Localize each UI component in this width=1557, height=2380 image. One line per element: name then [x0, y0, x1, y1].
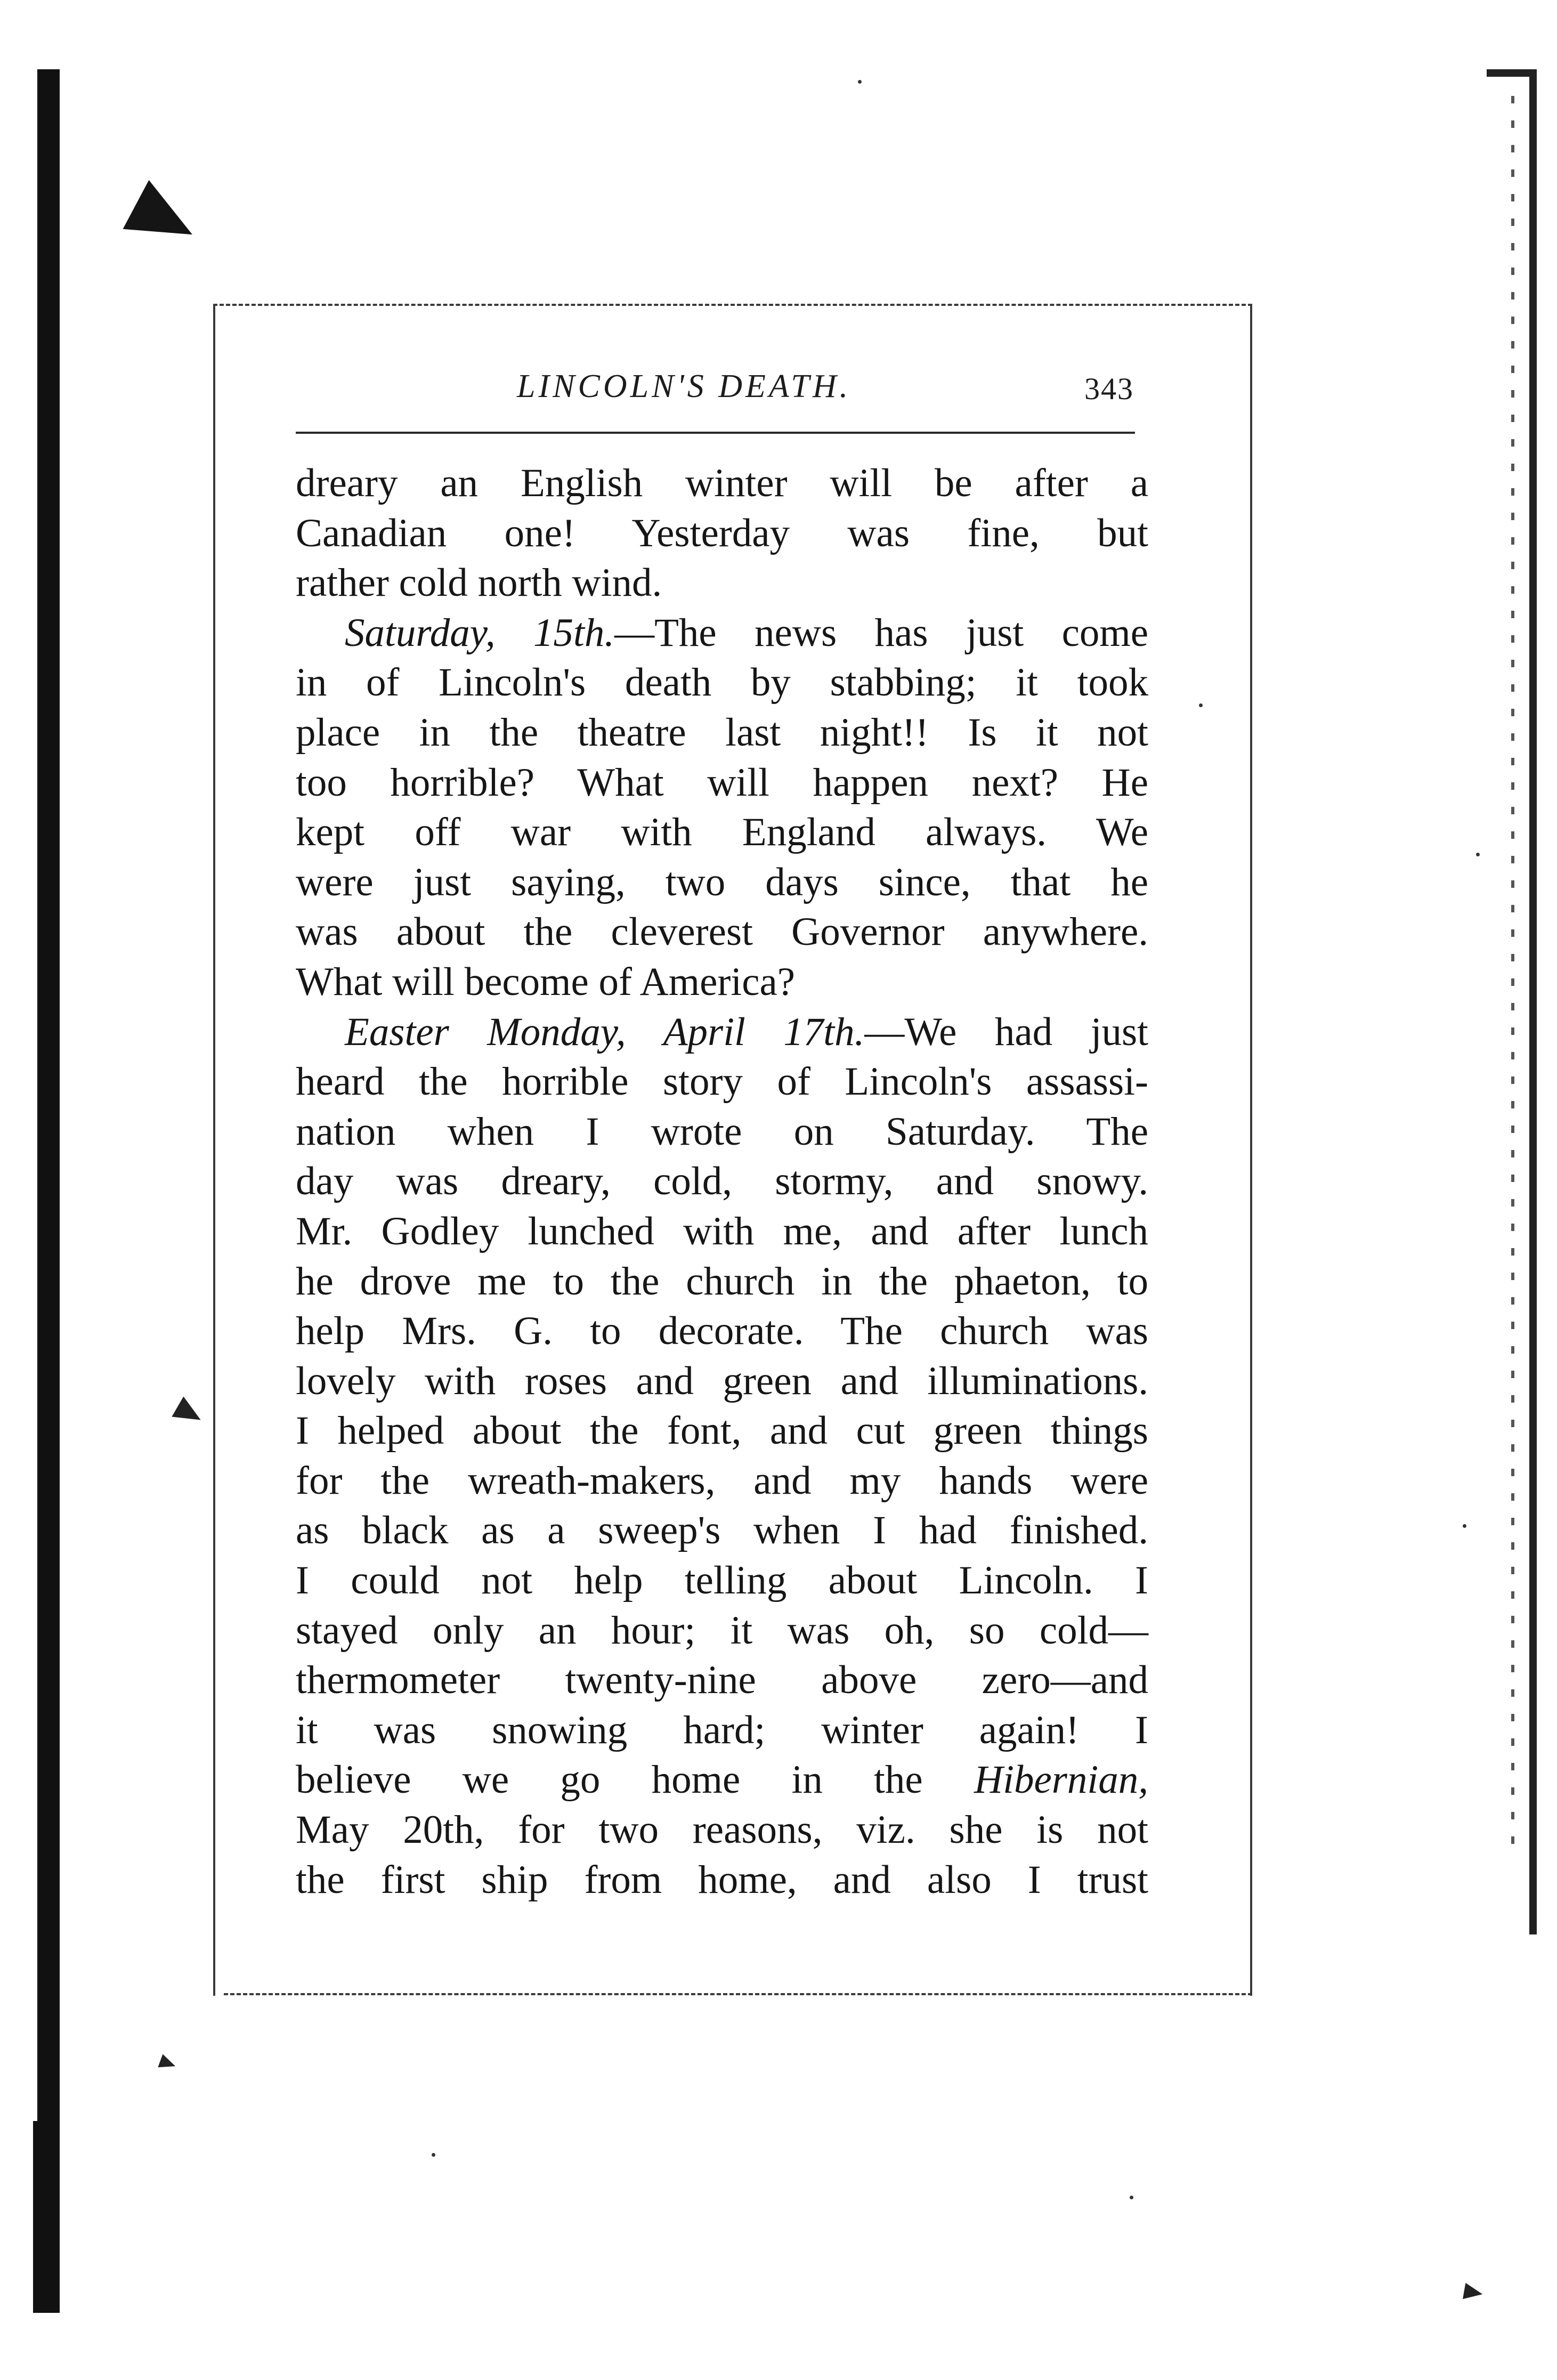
text-line: [296, 1207, 1148, 1257]
line-text: too horrible? What will happen next? He: [296, 760, 1148, 805]
line-text: rather cold north wind.: [296, 561, 662, 605]
line-text: were just saying, two days since, that he: [296, 860, 1148, 904]
entry-date: Easter Monday, April 17th.: [345, 1009, 865, 1054]
text-line: [296, 708, 1148, 758]
text-line: [296, 1356, 1148, 1406]
text-line: [296, 1456, 1148, 1506]
line-text: help Mrs. G. to decorate. The church was: [296, 1309, 1148, 1354]
line-text: What will become of America?: [296, 959, 796, 1004]
line-text: lovely with roses and green and illuminations.: [296, 1358, 1148, 1403]
line-text: heard the horrible story of Lincoln's assassi-: [296, 1059, 1148, 1104]
line-text: Mr. Godley lunched with me, and after lunch: [296, 1209, 1148, 1253]
scan-edge-right: [1529, 69, 1537, 1934]
scan-speck: [1476, 853, 1480, 856]
line-text: was about the cleverest Governor anywhere.: [296, 910, 1148, 954]
line-text: he drove me to the church in the phaeton, to: [296, 1259, 1148, 1304]
text-line: [296, 608, 1148, 658]
line-text: believe we go home in the: [296, 1758, 923, 1802]
line-text: —The news has just come: [614, 610, 1148, 655]
line-text: day was dreary, cold, stormy, and snowy.: [296, 1159, 1148, 1204]
line-text: place in the theatre last night!! Is it not: [296, 710, 1148, 755]
text-line: [296, 558, 1148, 608]
scan-edge-left-lower: [33, 2121, 60, 2313]
scan-speck: [1199, 703, 1203, 707]
text-line: [296, 508, 1148, 558]
entry-date: Saturday, 15th.: [345, 610, 615, 655]
line-text: it was snowing hard; winter again! I: [296, 1707, 1148, 1752]
page-frame-bottom: [224, 1993, 1252, 1995]
page-frame-left: [213, 304, 215, 1996]
page-frame-top: [213, 304, 1252, 306]
scan-edge-right-dots: [1511, 96, 1514, 1855]
scan-tick-mark: [172, 1396, 206, 1430]
scan-speck: [432, 2153, 435, 2157]
text-line: [296, 1406, 1148, 1456]
line-text: the first ship from home, and also I trust: [296, 1857, 1148, 1902]
text-line: [296, 1257, 1148, 1307]
running-head: LINCOLN'S DEATH.: [517, 368, 852, 404]
line-text: dreary an English winter will be after a: [296, 461, 1148, 505]
scan-tick-mark: [1463, 2283, 1484, 2302]
ship-name: Hibernian,: [974, 1758, 1149, 1802]
scan-arrow-mark: [123, 180, 206, 259]
scan-edge-left: [37, 69, 60, 2313]
text-line: [296, 1805, 1148, 1855]
header-rule: [296, 432, 1135, 434]
text-line: [296, 1705, 1148, 1755]
line-text: —We had just: [864, 1009, 1148, 1054]
text-line: [296, 1606, 1148, 1656]
line-text: in of Lincoln's death by stabbing; it took: [296, 660, 1148, 705]
text-line: [296, 458, 1148, 508]
scan-speck: [1463, 1524, 1466, 1528]
text-line: [296, 1306, 1148, 1356]
page-number: 343: [1084, 371, 1134, 406]
text-line: [296, 758, 1148, 808]
text-line: [296, 1156, 1148, 1207]
text-line: [296, 1505, 1148, 1556]
text-line: [296, 907, 1148, 957]
text-line: [296, 957, 1148, 1007]
line-text: kept off war with England always. We: [296, 810, 1148, 855]
text-line: [296, 1755, 1148, 1805]
text-line: [296, 1057, 1148, 1107]
page-frame-right: [1250, 304, 1252, 1996]
line-text: nation when I wrote on Saturday. The: [296, 1109, 1148, 1154]
text-line: [296, 1107, 1148, 1157]
line-text: May 20th, for two reasons, viz. she is not: [296, 1808, 1148, 1852]
line-text: Canadian one! Yesterday was fine, but: [296, 511, 1148, 555]
page-body-text: [296, 458, 1148, 1905]
text-line: [296, 1556, 1148, 1606]
line-text: as black as a sweep's when I had finished.: [296, 1508, 1148, 1553]
scan-speck: [858, 80, 862, 84]
text-line: [296, 807, 1148, 857]
text-line: [296, 1655, 1148, 1705]
line-text: I helped about the font, and cut green things: [296, 1408, 1148, 1453]
text-line: [296, 857, 1148, 908]
line-text: stayed only an hour; it was oh, so cold—: [296, 1608, 1148, 1653]
scan-speck: [1130, 2196, 1133, 2199]
text-line: [296, 658, 1148, 708]
line-text: for the wreath-makers, and my hands were: [296, 1458, 1148, 1503]
line-text: I could not help telling about Lincoln. I: [296, 1558, 1148, 1603]
line-text: thermometer twenty-nine above zero—and: [296, 1658, 1148, 1703]
text-line: [296, 1855, 1148, 1905]
scan-tick-mark: [158, 2054, 177, 2073]
text-line: [296, 1007, 1148, 1057]
